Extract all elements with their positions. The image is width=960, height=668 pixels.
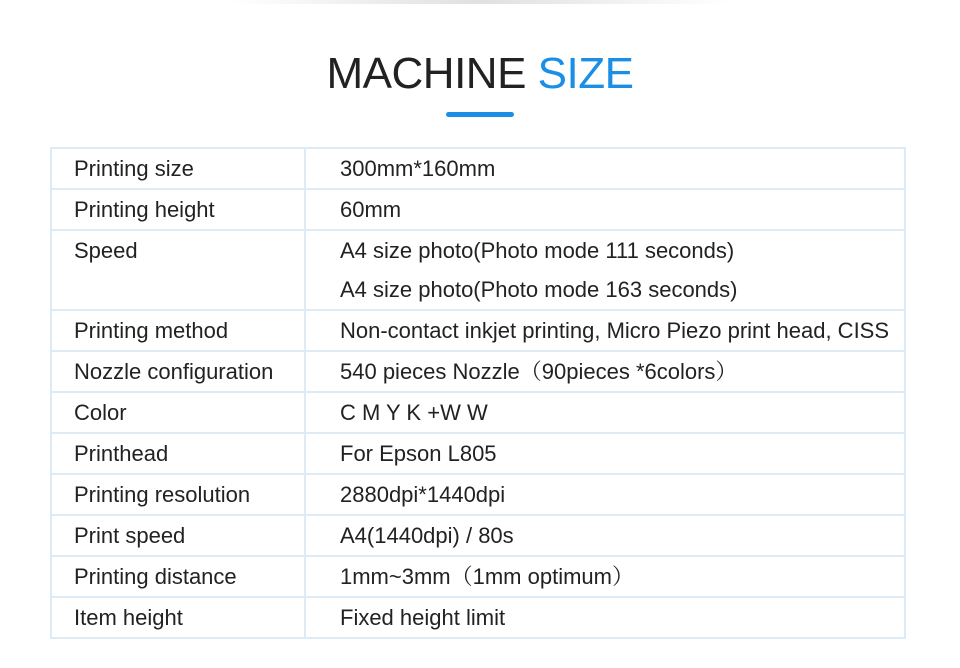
spec-label: Printing resolution (51, 474, 305, 515)
table-row (51, 556, 905, 597)
spec-value: A4(1440dpi) / 80s (305, 515, 905, 556)
spec-label: Printhead (51, 433, 305, 474)
spec-value: Fixed height limit (305, 597, 905, 638)
table-row (51, 597, 905, 638)
table-row (51, 515, 905, 556)
spec-value: C M Y K +W W (305, 392, 905, 433)
table-row (51, 392, 905, 433)
spec-value: 1mm~3mm（1mm optimum） (305, 556, 905, 597)
page-title (0, 48, 960, 100)
spec-label: Printing method (51, 310, 305, 351)
spec-label: Print speed (51, 515, 305, 556)
title-size: SIZE (537, 49, 634, 98)
spec-table (50, 147, 906, 639)
spec-label: Color (51, 392, 305, 433)
spec-value: 300mm*160mm (305, 148, 905, 189)
table-row (51, 310, 905, 351)
table-row (51, 189, 905, 230)
spec-label: Item height (51, 597, 305, 638)
spec-value: 2880dpi*1440dpi (305, 474, 905, 515)
spec-label: Nozzle configuration (51, 351, 305, 392)
table-row (51, 230, 905, 310)
table-row (51, 148, 905, 189)
spec-value: For Epson L805 (305, 433, 905, 474)
spec-label: Printing size (51, 148, 305, 189)
title-machine: MACHINE (326, 49, 526, 98)
spec-value: Non-contact inkjet printing, Micro Piezo print head, CISS (305, 310, 905, 351)
spec-label: Speed (51, 230, 305, 310)
table-row (51, 474, 905, 515)
spec-label: Printing height (51, 189, 305, 230)
title-underline (446, 112, 514, 117)
spec-label: Printing distance (51, 556, 305, 597)
spec-value: 540 pieces Nozzle（90pieces *6colors） (305, 351, 905, 392)
top-shadow-divider (230, 0, 730, 4)
table-row (51, 433, 905, 474)
spec-value: A4 size photo(Photo mode 111 seconds) A4 size photo(Photo mode 163 seconds) (305, 230, 905, 310)
spec-value: 60mm (305, 189, 905, 230)
table-row (51, 351, 905, 392)
